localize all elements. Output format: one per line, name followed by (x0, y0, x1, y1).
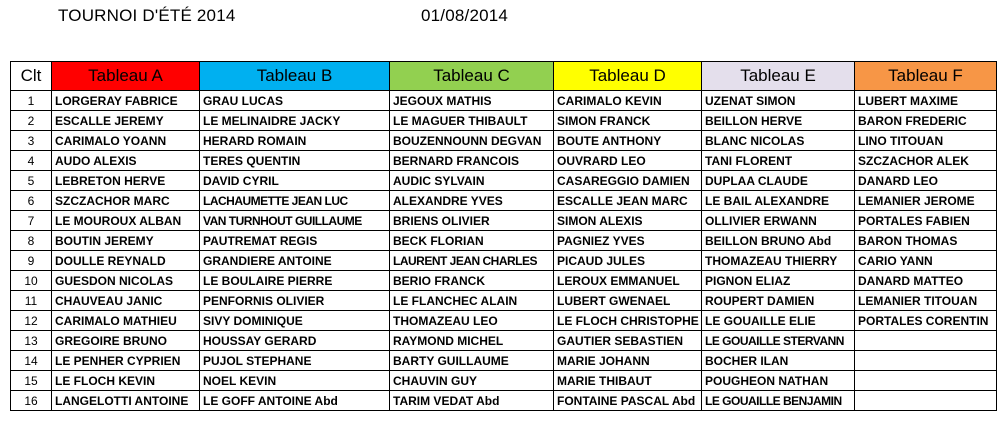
player-cell: LE GOUAILLE ELIE (702, 311, 855, 331)
table-row (11, 151, 997, 171)
player-cell: PICAUD JULES (554, 251, 702, 271)
player-cell: AUDO ALEXIS (52, 151, 200, 171)
rank-cell: 1 (11, 91, 52, 111)
table-header-row (11, 62, 997, 91)
player-cell: OLLIVIER ERWANN (702, 211, 855, 231)
rank-cell: 4 (11, 151, 52, 171)
player-cell: LE MELINAIDRE JACKY (200, 111, 390, 131)
table-row (11, 111, 997, 131)
player-cell: SZCZACHOR ALEK (855, 151, 997, 171)
tournament-date: 01/08/2014 (421, 6, 509, 25)
player-cell: BLANC NICOLAS (702, 131, 855, 151)
table-row (11, 291, 997, 311)
player-cell: MARIE THIBAUT (554, 371, 702, 391)
player-cell: SIVY DOMINIQUE (200, 311, 390, 331)
rank-cell: 13 (11, 331, 52, 351)
table-row (11, 271, 997, 291)
column-header-tableau-c: Tableau C (390, 62, 554, 91)
player-cell: PENFORNIS OLIVIER (200, 291, 390, 311)
player-cell: THOMAZEAU THIERRY (702, 251, 855, 271)
player-cell: SZCZACHOR MARC (52, 191, 200, 211)
column-header-tableau-a: Tableau A (52, 62, 200, 91)
player-cell: BECK FLORIAN (390, 231, 554, 251)
page-title: TOURNOI D'ÉTÉ 2014 (58, 6, 236, 25)
player-cell: LORGERAY FABRICE (52, 91, 200, 111)
column-header-tableau-d: Tableau D (554, 62, 702, 91)
player-cell: RAYMOND MICHEL (390, 331, 554, 351)
rank-cell: 5 (11, 171, 52, 191)
player-cell: LE GOUAILLE STERVANN (702, 331, 855, 351)
player-cell (855, 351, 997, 371)
player-cell: DANARD LEO (855, 171, 997, 191)
player-cell: MARIE JOHANN (554, 351, 702, 371)
table-body (11, 91, 997, 411)
player-cell: THOMAZEAU LEO (390, 311, 554, 331)
rank-cell: 9 (11, 251, 52, 271)
player-cell: BARON THOMAS (855, 231, 997, 251)
player-cell: SIMON ALEXIS (554, 211, 702, 231)
player-cell: POUGHEON NATHAN (702, 371, 855, 391)
player-cell: PIGNON ELIAZ (702, 271, 855, 291)
table-row (11, 131, 997, 151)
player-cell: VAN TURNHOUT GUILLAUME (200, 211, 390, 231)
player-cell: LE GOFF ANTOINE Abd (200, 391, 390, 411)
player-cell: ALEXANDRE YVES (390, 191, 554, 211)
rank-cell: 3 (11, 131, 52, 151)
player-cell: PUJOL STEPHANE (200, 351, 390, 371)
player-cell: GRAU LUCAS (200, 91, 390, 111)
player-cell: AUDIC SYLVAIN (390, 171, 554, 191)
player-cell: DAVID CYRIL (200, 171, 390, 191)
player-cell: PORTALES CORENTIN (855, 311, 997, 331)
column-header-rank: Clt (11, 62, 52, 91)
player-cell: LUBERT MAXIME (855, 91, 997, 111)
rank-cell: 12 (11, 311, 52, 331)
player-cell: LEMANIER TITOUAN (855, 291, 997, 311)
player-cell: BOUTIN JEREMY (52, 231, 200, 251)
player-cell: FONTAINE PASCAL Abd (554, 391, 702, 411)
player-cell: LAURENT JEAN CHARLES (390, 251, 554, 271)
player-cell: ESCALLE JEREMY (52, 111, 200, 131)
table-row (11, 391, 997, 411)
table-row (11, 331, 997, 351)
player-cell: CARIMALO MATHIEU (52, 311, 200, 331)
player-cell: LUBERT GWENAEL (554, 291, 702, 311)
player-cell: LE FLOCH CHRISTOPHE (554, 311, 702, 331)
rank-cell: 10 (11, 271, 52, 291)
player-cell: GUESDON NICOLAS (52, 271, 200, 291)
table-row (11, 91, 997, 111)
column-header-tableau-e: Tableau E (702, 62, 855, 91)
player-cell: CARIMALO YOANN (52, 131, 200, 151)
player-cell: LE FLANCHEC ALAIN (390, 291, 554, 311)
player-cell: TARIM VEDAT Abd (390, 391, 554, 411)
player-cell: CARIMALO KEVIN (554, 91, 702, 111)
player-cell: LACHAUMETTE JEAN LUC (200, 191, 390, 211)
player-cell: SIMON FRANCK (554, 111, 702, 131)
player-cell: LE FLOCH KEVIN (52, 371, 200, 391)
player-cell (855, 371, 997, 391)
player-cell: TERES QUENTIN (200, 151, 390, 171)
player-cell: BARON FREDERIC (855, 111, 997, 131)
player-cell: OUVRARD LEO (554, 151, 702, 171)
player-cell: CASAREGGIO DAMIEN (554, 171, 702, 191)
player-cell: CARIO YANN (855, 251, 997, 271)
player-cell: BARTY GUILLAUME (390, 351, 554, 371)
player-cell: LE GOUAILLE BENJAMIN (702, 391, 855, 411)
player-cell: BRIENS OLIVIER (390, 211, 554, 231)
player-cell: BOCHER ILAN (702, 351, 855, 371)
player-cell: BERNARD FRANCOIS (390, 151, 554, 171)
player-cell: LE PENHER CYPRIEN (52, 351, 200, 371)
player-cell: LEMANIER JEROME (855, 191, 997, 211)
player-cell: HERARD ROMAIN (200, 131, 390, 151)
player-cell: LEROUX EMMANUEL (554, 271, 702, 291)
player-cell: LEBRETON HERVE (52, 171, 200, 191)
player-cell: GREGOIRE BRUNO (52, 331, 200, 351)
player-cell: GRANDIERE ANTOINE (200, 251, 390, 271)
player-cell: JEGOUX MATHIS (390, 91, 554, 111)
player-cell: BEILLON BRUNO Abd (702, 231, 855, 251)
player-cell: LE BAIL ALEXANDRE (702, 191, 855, 211)
table-row (11, 191, 997, 211)
rank-cell: 16 (11, 391, 52, 411)
rank-cell: 11 (11, 291, 52, 311)
player-cell: ESCALLE JEAN MARC (554, 191, 702, 211)
player-cell: BOUZENNOUNN DEGVAN (390, 131, 554, 151)
player-cell: CHAUVIN GUY (390, 371, 554, 391)
rank-cell: 7 (11, 211, 52, 231)
player-cell: LINO TITOUAN (855, 131, 997, 151)
player-cell: LE BOULAIRE PIERRE (200, 271, 390, 291)
rank-cell: 8 (11, 231, 52, 251)
player-cell: LANGELOTTI ANTOINE (52, 391, 200, 411)
player-cell: PAUTREMAT REGIS (200, 231, 390, 251)
table-row (11, 351, 997, 371)
ranking-table (10, 61, 997, 411)
player-cell (855, 331, 997, 351)
player-cell: PAGNIEZ YVES (554, 231, 702, 251)
player-cell: LE MOUROUX ALBAN (52, 211, 200, 231)
column-header-tableau-b: Tableau B (200, 62, 390, 91)
rank-cell: 2 (11, 111, 52, 131)
rank-cell: 15 (11, 371, 52, 391)
table-row (11, 211, 997, 231)
player-cell (855, 391, 997, 411)
player-cell: DUPLAA CLAUDE (702, 171, 855, 191)
player-cell: ROUPERT DAMIEN (702, 291, 855, 311)
rank-cell: 14 (11, 351, 52, 371)
table-row (11, 231, 997, 251)
player-cell: DANARD MATTEO (855, 271, 997, 291)
player-cell: BERIO FRANCK (390, 271, 554, 291)
table-row (11, 371, 997, 391)
player-cell: CHAUVEAU JANIC (52, 291, 200, 311)
player-cell: DOULLE REYNALD (52, 251, 200, 271)
player-cell: NOEL KEVIN (200, 371, 390, 391)
column-header-tableau-f: Tableau F (855, 62, 997, 91)
table-row (11, 311, 997, 331)
player-cell: LE MAGUER THIBAULT (390, 111, 554, 131)
player-cell: BEILLON HERVE (702, 111, 855, 131)
table-row (11, 171, 997, 191)
table-row (11, 251, 997, 271)
player-cell: GAUTIER SEBASTIEN (554, 331, 702, 351)
player-cell: UZENAT SIMON (702, 91, 855, 111)
rank-cell: 6 (11, 191, 52, 211)
player-cell: HOUSSAY GERARD (200, 331, 390, 351)
player-cell: TANI FLORENT (702, 151, 855, 171)
player-cell: BOUTE ANTHONY (554, 131, 702, 151)
player-cell: PORTALES FABIEN (855, 211, 997, 231)
